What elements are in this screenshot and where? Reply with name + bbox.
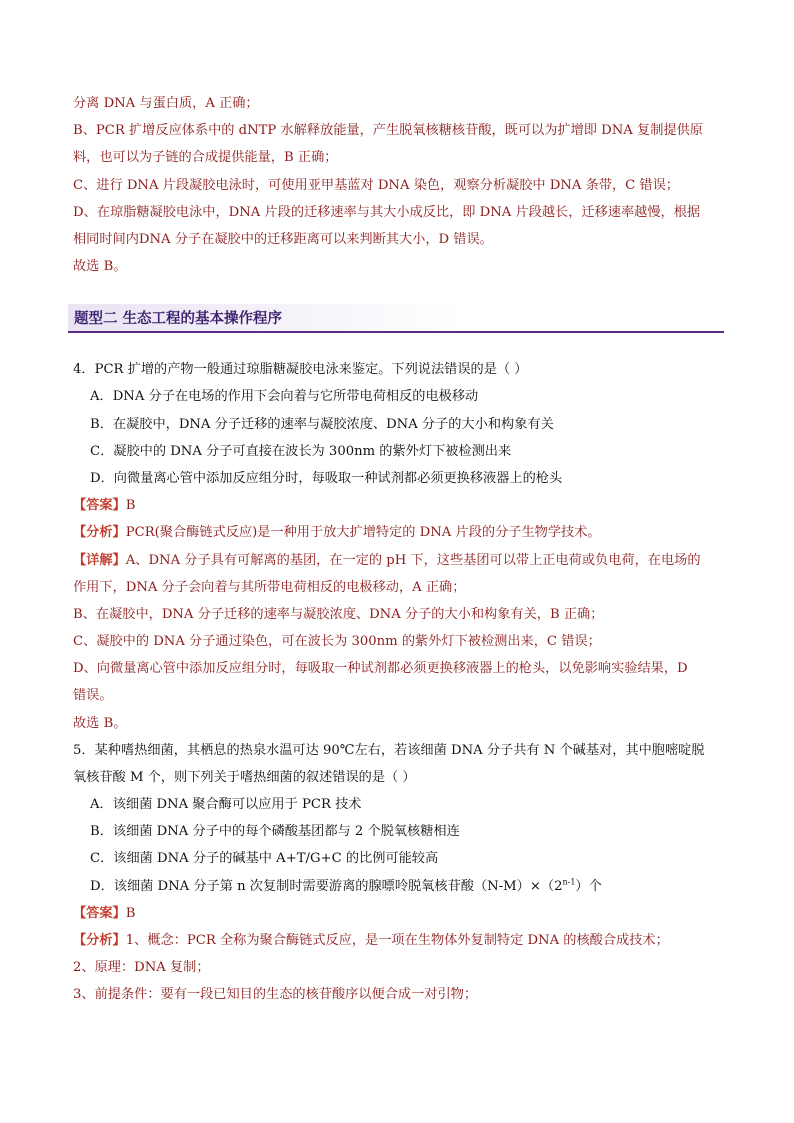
option-d-text: D．该细菌 DNA 分子第 n 次复制时需要游离的腺嘌呤脱氧核苷酸（N-M）×（2 xyxy=(90,879,563,894)
detail-text: A、DNA 分子具有可解离的基团，在一定的 pH 下，这些基团可以带上正电荷或负电荷，在电场的 xyxy=(125,553,701,568)
text-line: 3、前提条件：要有一段已知目的生态的核苷酸序以便合成一对引物； xyxy=(73,987,478,1002)
question-5-option-c: C．该细菌 DNA 分子的碱基中 A+T/G+C 的比例可能较高 xyxy=(90,851,439,866)
section-header xyxy=(68,304,724,333)
question-4-option-d: D．向微量离心管中添加反应组分时，每吸取一种试剂都必须更换移液器上的枪头 xyxy=(90,471,563,486)
question-5-analysis xyxy=(73,931,669,951)
analysis-text: 1、概念：PCR 全称为聚合酶链式反应，是一项在生物体外复制特定 DNA 的核酸合成技术； xyxy=(125,933,669,948)
question-4-option-c: C．凝胶中的 DNA 分子可直接在波长为 300nm 的紫外灯下被检测出来 xyxy=(90,444,512,459)
text-line: C、凝胶中的 DNA 分子通过染色，可在波长为 300nm 的紫外灯下被检测出来，C 错误； xyxy=(73,634,601,649)
question-4-analysis xyxy=(73,523,601,543)
question-4-option-b: B．在凝胶中，DNA 分子迁移的速率与凝胶浓度、DNA 分子的大小和构象有关 xyxy=(90,417,554,432)
analysis-tag: 【分析】 xyxy=(73,933,126,948)
question-5-stem-cont: 氧核苷酸 M 个，则下列关于嗜热细菌的叙述错误的是（ ） xyxy=(73,770,416,785)
option-d-tail: ）个 xyxy=(575,879,602,894)
question-4-stem: 4．PCR 扩增的产物一般通过琼脂糖凝胶电泳来鉴定。下列说法错误的是（ ） xyxy=(73,362,528,377)
section-title: 题型二 生态工程的基本操作程序 xyxy=(74,311,283,327)
text-line: 故选 B。 xyxy=(73,259,127,274)
answer-value: B xyxy=(125,906,136,921)
answer-value: B xyxy=(125,498,136,513)
question-5-option-a: A．该细菌 DNA 聚合酶可以应用于 PCR 技术 xyxy=(90,797,362,812)
question-4-option-a: A．DNA 分子在电场的作用下会向着与它所带电荷相反的电极移动 xyxy=(90,389,479,404)
question-5-option-b: B．该细菌 DNA 分子中的每个磷酸基团都与 2 个脱氧核糖相连 xyxy=(90,824,460,839)
text-line: 错误。 xyxy=(73,688,113,703)
text-line: 相同时间内DNA 分子在凝胶中的迁移距离可以来判断其大小，D 错误。 xyxy=(73,232,493,247)
question-4-answer xyxy=(73,496,135,516)
question-5-option-d xyxy=(90,877,602,897)
analysis-text: PCR(聚合酶链式反应)是一种用于放大扩增特定的 DNA 片段的分子生物学技术。 xyxy=(125,525,601,540)
text-line: 料，也可以为子链的合成提供能量，B 正确； xyxy=(73,150,338,165)
analysis-tag: 【分析】 xyxy=(73,525,126,540)
question-4-detail xyxy=(73,551,701,571)
text-line: 2、原理：DNA 复制； xyxy=(73,960,210,975)
question-5-stem: 5．某种嗜热细菌，其栖息的热泉水温可达 90℃左右，若该细菌 DNA 分子共有 N 个碱基对，其中胞嘧啶脱 xyxy=(73,743,705,758)
detail-tag: 【详解】 xyxy=(73,553,126,568)
text-line: D、在琼脂糖凝胶电泳中，DNA 片段的迁移速率与其大小成反比，即 DNA 片段越长，迁移速率越慢，根据 xyxy=(73,205,701,220)
text-line: C、进行 DNA 片段凝胶电泳时，可使用亚甲基蓝对 DNA 染色，观察分析凝胶中 DNA 条带，C 错误； xyxy=(73,178,679,193)
answer-tag: 【答案】 xyxy=(73,906,126,921)
text-line: B、PCR 扩增反应体系中的 dNTP 水解释放能量，产生脱氧核糖核苷酸，既可以为扩增即 DNA 复制提供原 xyxy=(73,123,703,138)
answer-tag: 【答案】 xyxy=(73,498,126,513)
text-line: B、在凝胶中，DNA 分子迁移的速率与凝胶浓度、DNA 分子的大小和构象有关，B 正确； xyxy=(73,607,604,622)
text-line: D、向微量离心管中添加反应组分时，每吸取一种试剂都必须更换移液器上的枪头，以免影响实验结果，D xyxy=(73,661,688,676)
question-5-answer xyxy=(73,904,135,924)
option-d-exponent: n-1 xyxy=(562,877,576,887)
text-line: 故选 B。 xyxy=(73,716,127,731)
text-line: 分离 DNA 与蛋白质，A 正确； xyxy=(73,96,259,111)
text-line: 作用下，DNA 分子会向着与其所带电荷相反的电极移动，A 正确； xyxy=(73,580,466,595)
